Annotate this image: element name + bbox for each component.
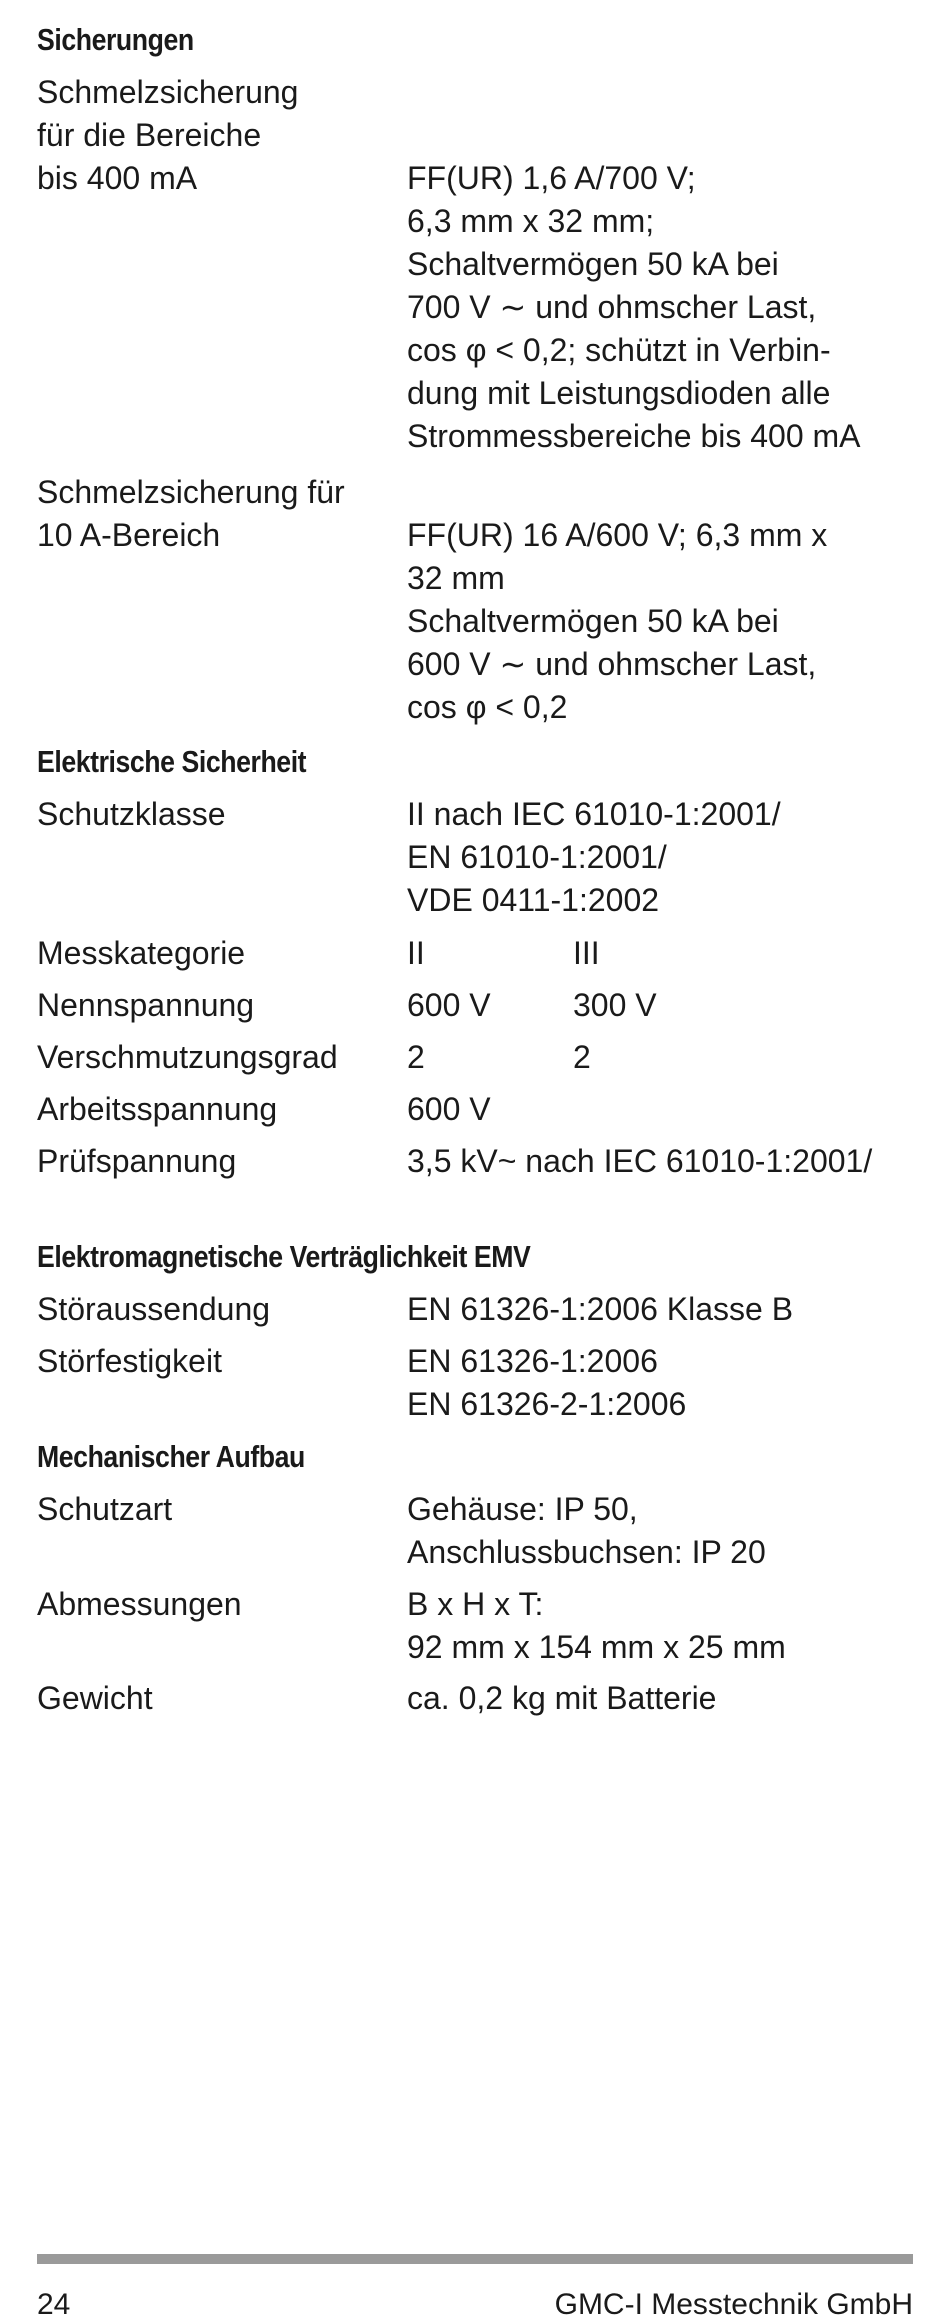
protection-type-label: Schutzart <box>37 1491 173 1527</box>
dimensions-label: Abmessungen <box>37 1586 242 1622</box>
section-title-electrical-safety: Elektrische Sicherheit <box>37 744 307 779</box>
fuse1-value-line: dung mit Leistungsdioden alle <box>407 375 831 411</box>
dimensions-value-line: B x H x T: <box>407 1586 544 1622</box>
fuse1-label-line: Schmelzsicherung <box>37 74 299 110</box>
immunity-value <box>407 1340 686 1426</box>
fuse1-label-line: bis 400 mA <box>37 160 198 196</box>
dimensions-value <box>407 1583 786 1669</box>
dimensions-value-line: 92 mm x 154 mm x 25 mm <box>407 1629 786 1665</box>
section-title-mechanical: Mechanischer Aufbau <box>37 1439 305 1474</box>
fuse2-label-line: Schmelzsicherung für <box>37 474 345 510</box>
protection-class-value-line: EN 61010-1:2001/ <box>407 839 667 875</box>
fuse1-value <box>407 157 861 458</box>
pollution-degree-value-2: 2 <box>573 1039 591 1075</box>
test-voltage-label: Prüfspannung <box>37 1143 237 1179</box>
fuse2-value-line: cos φ < 0,2 <box>407 689 568 725</box>
fuse1-value-line: Schaltvermögen 50 kA bei <box>407 246 779 282</box>
measurement-category-value-2: III <box>573 935 600 971</box>
immunity-label: Störfestigkeit <box>37 1343 222 1379</box>
working-voltage-label: Arbeitsspannung <box>37 1091 278 1127</box>
fuse2-value-line: Schaltvermögen 50 kA bei <box>407 603 779 639</box>
nominal-voltage-value-1: 600 V <box>407 987 491 1023</box>
page-number: 24 <box>37 2288 71 2321</box>
nominal-voltage-label: Nennspannung <box>37 987 255 1023</box>
section-title-fuses: Sicherungen <box>37 22 194 57</box>
fuse1-value-line: FF(UR) 1,6 A/700 V; <box>407 160 696 196</box>
fuse1-label-line: für die Bereiche <box>37 117 262 153</box>
fuse1-value-line: cos φ < 0,2; schützt in Verbin- <box>407 332 831 368</box>
immunity-value-line: EN 61326-2-1:2006 <box>407 1386 687 1422</box>
fuse1-value-line: 6,3 mm x 32 mm; <box>407 203 655 239</box>
footer-divider <box>37 2254 913 2264</box>
pollution-degree-label: Verschmutzungsgrad <box>37 1039 338 1075</box>
pollution-degree-value-1: 2 <box>407 1039 425 1075</box>
protection-type-value-line: Gehäuse: IP 50, <box>407 1491 638 1527</box>
protection-class-value <box>407 793 781 922</box>
protection-type-value-line: Anschlussbuchsen: IP 20 <box>407 1534 766 1570</box>
fuse1-value-line: Strommessbereiche bis 400 mA <box>407 418 861 454</box>
fuse2-label-line: 10 A-Bereich <box>37 517 221 553</box>
company-name: GMC-I Messtechnik GmbH <box>554 2288 913 2321</box>
section-title-emc: Elektromagnetische Verträglichkeit EMV <box>37 1239 531 1274</box>
fuse1-value-line: 700 V ∼ und ohmscher Last, <box>407 289 817 325</box>
fuse1-label <box>37 71 298 200</box>
emission-label: Störaussendung <box>37 1291 271 1327</box>
test-voltage-value: 3,5 kV~ nach IEC 61010-1:2001/ <box>407 1143 873 1179</box>
protection-class-label: Schutzklasse <box>37 796 226 832</box>
fuse2-value-line: 32 mm <box>407 560 505 596</box>
protection-class-value-line: II nach IEC 61010-1:2001/ <box>407 796 781 832</box>
fuse2-value-line: 600 V ∼ und ohmscher Last, <box>407 646 817 682</box>
measurement-category-label: Messkategorie <box>37 935 246 971</box>
weight-label: Gewicht <box>37 1680 153 1716</box>
emission-value: EN 61326-1:2006 Klasse B <box>407 1291 794 1327</box>
weight-value: ca. 0,2 kg mit Batterie <box>407 1680 717 1716</box>
protection-type-value <box>407 1488 766 1574</box>
fuse2-label <box>37 471 345 557</box>
fuse2-value-line: FF(UR) 16 A/600 V; 6,3 mm x <box>407 517 828 553</box>
working-voltage-value: 600 V <box>407 1091 491 1127</box>
immunity-value-line: EN 61326-1:2006 <box>407 1343 658 1379</box>
protection-class-value-line: VDE 0411-1:2002 <box>407 882 660 918</box>
fuse2-value <box>407 514 827 729</box>
measurement-category-value-1: II <box>407 935 425 971</box>
nominal-voltage-value-2: 300 V <box>573 987 657 1023</box>
